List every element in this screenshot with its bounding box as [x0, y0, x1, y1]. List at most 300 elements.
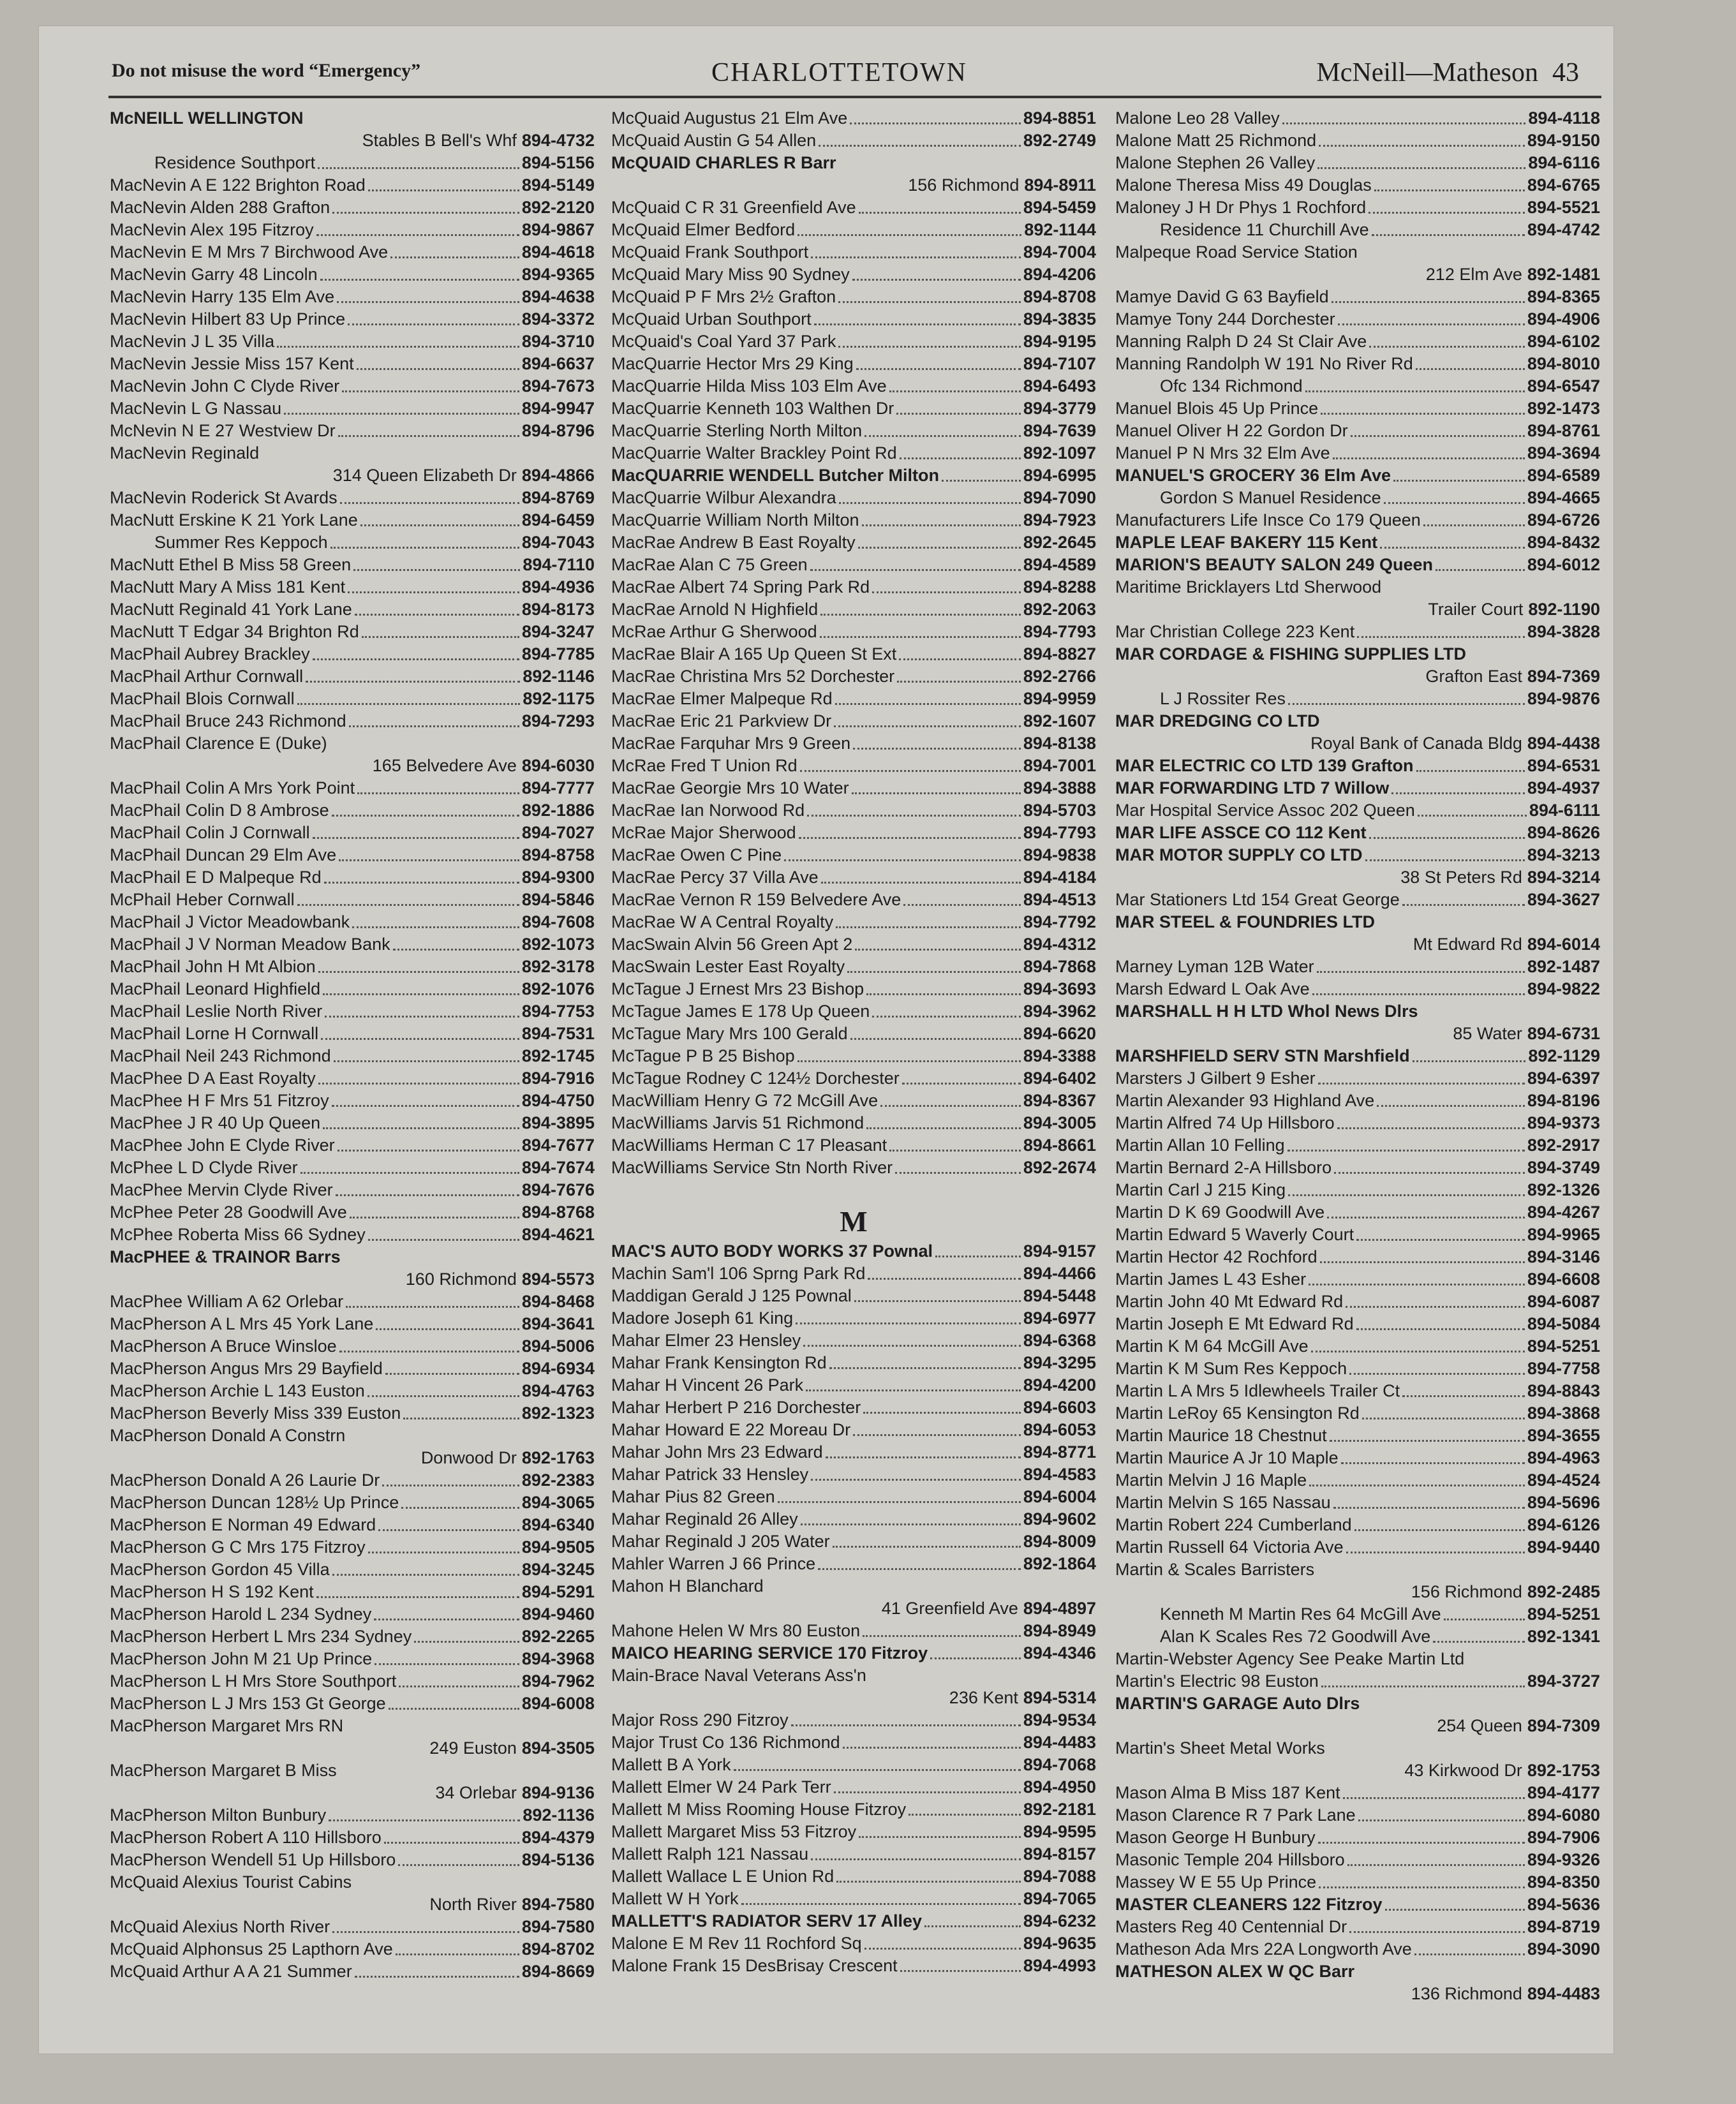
page-header — [73, 57, 1605, 96]
listing-name: MacPherson L H Mrs Store Southport — [110, 1671, 397, 1691]
listing-entry — [611, 1441, 1096, 1463]
listing-phone: 892-1097 — [1023, 443, 1096, 463]
listing-entry — [1115, 1000, 1600, 1023]
listing-name: MAR MOTOR SUPPLY CO LTD — [1115, 845, 1363, 864]
listing-phone: 894-7639 — [1023, 421, 1096, 440]
listing-name: Mar Stationers Ltd 154 Great George — [1115, 890, 1400, 909]
listing-name: Masonic Temple 204 Hillsboro — [1115, 1850, 1345, 1869]
listing-entry — [1115, 1201, 1600, 1224]
listing-entry — [611, 1664, 1096, 1687]
listing-entry — [611, 442, 1096, 464]
listing-entry — [110, 1492, 595, 1514]
leader-dots — [811, 1479, 1021, 1481]
listing-entry — [1115, 174, 1600, 196]
listing-entry — [611, 621, 1096, 643]
listing-name: Martin Edward 5 Waverly Court — [1115, 1225, 1354, 1244]
leader-dots — [378, 1529, 519, 1531]
leader-dots — [819, 145, 1021, 147]
listing-name: McQuaid Urban Southport — [611, 309, 812, 329]
listing-phone: 892-1487 — [1527, 957, 1600, 976]
listing-phone: 894-5291 — [521, 1582, 595, 1601]
listing-name: Mahon H Blanchard — [611, 1576, 764, 1596]
leader-dots — [880, 1105, 1021, 1107]
listing-entry — [1115, 1760, 1600, 1782]
listing-entry — [611, 509, 1096, 531]
listing-name: Maritime Bricklayers Ltd Sherwood — [1115, 577, 1382, 596]
leader-dots — [1327, 1217, 1525, 1219]
listing-name: MacPhee D A East Royalty — [110, 1069, 316, 1088]
listing-entry — [611, 420, 1096, 442]
listing-entry — [611, 1821, 1096, 1843]
header-city: CHARLOTTETOWN — [711, 58, 967, 87]
listing-name: MacPherson Duncan 128½ Up Prince — [110, 1493, 399, 1512]
listing-entry — [611, 1023, 1096, 1045]
listing-entry — [110, 1380, 595, 1402]
listing-name: MacWilliam Henry G 72 McGill Ave — [611, 1091, 879, 1110]
leader-dots — [346, 1306, 519, 1308]
listing-entry — [110, 308, 595, 330]
listing-phone: 894-3247 — [521, 622, 595, 641]
listing-name: MacQuarrie Hector Mrs 29 King — [611, 354, 854, 373]
listing-name: MAICO HEARING SERVICE 170 Fitzroy — [611, 1643, 928, 1663]
leader-dots — [1413, 1060, 1526, 1062]
listing-entry — [1115, 710, 1600, 732]
listing-phone: 894-4950 — [1023, 1777, 1096, 1797]
leader-dots — [1288, 703, 1525, 705]
leader-dots — [811, 256, 1021, 258]
header-rule — [108, 96, 1601, 98]
listing-entry — [611, 889, 1096, 911]
listing-entry — [1115, 978, 1600, 1000]
listing-phone: 894-8432 — [1527, 533, 1600, 552]
listing-phone: 894-6030 — [521, 756, 595, 775]
leader-dots — [1343, 1797, 1525, 1799]
listing-name: 34 Orlebar — [435, 1783, 517, 1802]
listing-name: L J Rossiter Res — [1160, 689, 1286, 708]
listing-name: MAR CORDAGE & FISHING SUPPLIES LTD — [1115, 644, 1467, 663]
leader-dots — [930, 1657, 1021, 1659]
listing-phone: 894-7906 — [1527, 1828, 1600, 1847]
leader-dots — [1356, 1239, 1525, 1241]
leader-dots — [1334, 1172, 1525, 1174]
listing-phone: 892-1144 — [1024, 220, 1096, 239]
listing-entry — [110, 1246, 595, 1268]
listing-name: Martin Carl J 215 King — [1115, 1180, 1286, 1199]
listing-entry — [1115, 933, 1600, 956]
listing-name: Mahone Helen W Mrs 80 Euston — [611, 1621, 861, 1640]
listing-name: Manufacturers Life Insce Co 179 Queen — [1115, 510, 1421, 530]
listing-name: Donwood Dr — [420, 1448, 517, 1467]
listing-entry — [611, 1709, 1096, 1731]
leader-dots — [734, 1769, 1021, 1771]
listing-name: Mahar Patrick 33 Hensley — [611, 1465, 809, 1484]
listing-name: McTague James E 178 Up Queen — [611, 1002, 870, 1021]
listing-entry — [1115, 1983, 1600, 2005]
listing-name: McQuaid P F Mrs 2½ Grafton — [611, 287, 836, 306]
listing-phone: 894-4200 — [1023, 1375, 1096, 1395]
listing-entry — [1115, 1112, 1600, 1134]
listing-name: Mahar Reginald 26 Alley — [611, 1509, 798, 1529]
leader-dots — [348, 323, 519, 325]
leader-dots — [355, 1976, 519, 1978]
listing-phone: 894-3868 — [1527, 1404, 1600, 1423]
listing-name: Martin & Scales Barristers — [1115, 1560, 1315, 1579]
listing-name: MacPherson Donald A Constrn — [110, 1426, 346, 1445]
leader-dots — [850, 1038, 1021, 1040]
listing-entry — [110, 1000, 595, 1023]
listing-name: Mamye David G 63 Bayfield — [1115, 287, 1329, 306]
listing-phone: 894-9595 — [1023, 1822, 1096, 1841]
listing-name: MacPhail Blois Cornwall — [110, 689, 295, 708]
listing-entry — [611, 1508, 1096, 1530]
listing-name: MacPhail Leslie North River — [110, 1002, 323, 1021]
listing-name: MacSwain Alvin 56 Green Apt 2 — [611, 935, 853, 954]
leader-dots — [284, 413, 519, 415]
listing-name: Martin's Electric 98 Euston — [1115, 1671, 1319, 1691]
listing-entry — [611, 710, 1096, 732]
column-2 — [611, 107, 1096, 1977]
listing-name: MacNevin John C Clyde River — [110, 376, 340, 396]
listing-name: Mahler Warren J 66 Prince — [611, 1554, 816, 1573]
listing-name: McQuaid's Coal Yard 37 Park — [611, 332, 836, 351]
listing-phone: 894-8367 — [1023, 1091, 1096, 1110]
leader-dots — [1321, 413, 1525, 415]
listing-name: McQuaid Alexius Tourist Cabins — [110, 1872, 352, 1892]
listing-name: Mallett B A York — [611, 1755, 731, 1774]
listing-name: MacNevin Hilbert 83 Up Prince — [110, 309, 346, 329]
leader-dots — [895, 1172, 1021, 1174]
leader-dots — [1414, 1953, 1525, 1955]
listing-phone: 894-5084 — [1527, 1314, 1600, 1333]
listing-phone: 894-9602 — [1023, 1509, 1096, 1529]
listing-phone: 894-3727 — [1527, 1671, 1600, 1691]
listing-phone: 892-2674 — [1023, 1158, 1096, 1177]
listing-name: MacRae Alan C 75 Green — [611, 555, 808, 574]
listing-phone: 894-8138 — [1023, 734, 1096, 753]
leader-dots — [403, 1418, 519, 1419]
listing-name: 156 Richmond — [908, 175, 1020, 195]
listing-phone: 894-5521 — [1527, 198, 1600, 217]
leader-dots — [872, 591, 1021, 593]
listing-phone: 894-7088 — [1023, 1867, 1096, 1886]
listing-entry — [110, 933, 595, 956]
listing-entry — [611, 933, 1096, 956]
listing-name: Manuel P N Mrs 32 Elm Ave — [1115, 443, 1330, 463]
listing-phone: 894-4993 — [1023, 1956, 1096, 1975]
listing-entry — [611, 688, 1096, 710]
leader-dots — [1349, 1931, 1525, 1933]
listing-entry — [110, 1268, 595, 1291]
listing-name: McQuaid Alexius North River — [110, 1917, 330, 1936]
listing-phone: 894-4937 — [1527, 778, 1600, 797]
listing-entry — [611, 1000, 1096, 1023]
listing-entry — [611, 174, 1096, 196]
listing-phone: 894-9157 — [1023, 1241, 1096, 1261]
listing-name: MASTER CLEANERS 122 Fitzroy — [1115, 1895, 1383, 1914]
column-3 — [1115, 107, 1600, 2005]
listing-phone: 894-8626 — [1527, 823, 1600, 842]
leader-dots — [864, 1948, 1021, 1950]
listing-entry — [110, 509, 595, 531]
listing-phone: 892-1129 — [1528, 1046, 1600, 1065]
listing-phone: 894-8196 — [1527, 1091, 1600, 1110]
listing-name: MacPhail Clarence E (Duke) — [110, 734, 327, 753]
listing-phone: 894-4618 — [521, 242, 595, 262]
listing-entry — [110, 1514, 595, 1536]
leader-dots — [741, 1903, 1021, 1905]
listing-phone: 894-3895 — [521, 1113, 595, 1132]
listing-entry — [611, 1330, 1096, 1352]
listing-entry — [611, 866, 1096, 889]
listing-name: MacPhail Leonard Highfield — [110, 979, 321, 998]
listing-entry — [110, 621, 595, 643]
listing-name: MARSHFIELD SERV STN Marshfield — [1115, 1046, 1410, 1065]
listing-phone: 894-4379 — [521, 1828, 595, 1847]
listing-name: MacRae Arnold N Highfield — [611, 600, 819, 619]
listing-name: Malone E M Rev 11 Rochford Sq — [611, 1934, 862, 1953]
leader-dots — [801, 1523, 1021, 1525]
leader-dots — [385, 1373, 519, 1375]
listing-name: MacWilliams Service Stn North River — [611, 1158, 893, 1177]
listing-name: MacRae Owen C Pine — [611, 845, 782, 864]
listing-entry — [1115, 308, 1600, 330]
listing-entry — [1115, 1826, 1600, 1849]
listing-entry — [611, 487, 1096, 509]
leader-dots — [859, 1836, 1021, 1838]
listing-phone: 894-8702 — [521, 1939, 595, 1959]
listing-phone: 894-3888 — [1023, 778, 1096, 797]
listing-entry — [611, 1620, 1096, 1642]
listing-entry — [110, 1469, 595, 1492]
listing-phone: 894-7753 — [521, 1002, 595, 1021]
listing-name: MacRae Eric 21 Parkview Dr — [611, 711, 832, 730]
listing-entry — [110, 1134, 595, 1157]
listing-entry — [611, 554, 1096, 576]
listing-name: Massey W E 55 Up Prince — [1115, 1872, 1317, 1892]
listing-phone: 894-4866 — [521, 466, 595, 485]
listing-phone: 894-8796 — [521, 421, 595, 440]
leader-dots — [376, 1328, 519, 1330]
listing-phone: 892-2063 — [1023, 600, 1096, 619]
listing-entry — [611, 330, 1096, 353]
listing-entry — [110, 554, 595, 576]
listing-entry — [1115, 1045, 1600, 1067]
leader-dots — [1346, 1552, 1525, 1553]
listing-phone: 894-4118 — [1528, 108, 1600, 128]
listing-name: MacPhail Arthur Cornwall — [110, 667, 304, 686]
listing-name: Manning Randolph W 191 No River Rd — [1115, 354, 1413, 373]
listing-phone: 894-3213 — [1527, 845, 1600, 864]
listing-name: MacRae W A Central Royalty — [611, 912, 834, 931]
listing-phone: 894-6397 — [1527, 1069, 1600, 1088]
listing-phone: 894-4732 — [521, 131, 595, 150]
listing-entry — [1115, 844, 1600, 866]
listing-phone: 894-3005 — [1023, 1113, 1096, 1132]
listing-name: MacPhail Colin J Cornwall — [110, 823, 310, 842]
leader-dots — [796, 1322, 1021, 1324]
leader-dots — [784, 859, 1021, 861]
listing-phone: 894-7674 — [521, 1158, 595, 1177]
listing-phone: 894-6004 — [1023, 1487, 1096, 1506]
listing-phone: 894-9822 — [1527, 979, 1600, 998]
listing-phone: 894-4750 — [521, 1091, 595, 1110]
leader-dots — [1444, 1619, 1525, 1620]
leader-dots — [1391, 792, 1525, 794]
listing-name: 254 Queen — [1437, 1716, 1522, 1735]
listing-name: MacNutt Mary A Miss 181 Kent — [110, 577, 346, 596]
leader-dots — [798, 1060, 1021, 1062]
listing-name: Major Ross 290 Fitzroy — [611, 1710, 789, 1730]
listing-entry — [110, 866, 595, 889]
listing-phone: 894-5696 — [1527, 1493, 1600, 1512]
leader-dots — [798, 234, 1021, 236]
listing-phone: 894-6012 — [1527, 555, 1600, 574]
listing-entry — [110, 1893, 595, 1916]
leader-dots — [375, 1663, 519, 1665]
listing-entry — [1115, 1536, 1600, 1559]
listing-entry — [110, 1224, 595, 1246]
listing-name: Mahar H Vincent 26 Park — [611, 1375, 804, 1395]
listing-phone: 894-3065 — [521, 1493, 595, 1512]
listing-entry — [611, 397, 1096, 420]
listing-name: 314 Queen Elizabeth Dr — [332, 466, 517, 485]
listing-entry — [611, 1910, 1096, 1932]
listing-phone: 892-1763 — [521, 1448, 595, 1467]
listing-phone: 892-1323 — [521, 1404, 595, 1423]
leader-dots — [401, 1507, 519, 1509]
leader-dots — [834, 1791, 1021, 1793]
listing-name: MAR FORWARDING LTD 7 Willow — [1115, 778, 1390, 797]
listing-phone: 894-4742 — [1527, 220, 1600, 239]
listing-entry — [110, 1179, 595, 1201]
listing-name: MacRae Christina Mrs 52 Dorchester — [611, 667, 895, 686]
listing-entry — [1115, 1693, 1600, 1715]
listing-entry — [611, 1932, 1096, 1955]
leader-dots — [362, 636, 519, 638]
listing-name: MacPHEE & TRAINOR Barrs — [110, 1247, 341, 1266]
listing-entry — [1115, 755, 1600, 777]
listing-name: McQuaid Alphonsus 25 Lapthorn Ave — [110, 1939, 393, 1959]
listing-entry — [1115, 1559, 1600, 1581]
listing-name: MacPherson H S 192 Kent — [110, 1582, 314, 1601]
leader-dots — [778, 1501, 1021, 1503]
listing-entry — [1115, 152, 1600, 174]
leader-dots — [852, 792, 1021, 794]
listing-entry — [110, 330, 595, 353]
listing-phone: 894-6995 — [1023, 466, 1096, 485]
listing-name: Malone Leo 28 Valley — [1115, 108, 1280, 128]
leader-dots — [1402, 904, 1525, 906]
listing-phone: 894-8949 — [1023, 1621, 1096, 1640]
listing-name: MacPherson Harold L 234 Sydney — [110, 1604, 372, 1624]
leader-dots — [889, 390, 1021, 392]
leader-dots — [1358, 1819, 1525, 1821]
listing-name: MacQUARRIE WENDELL Butcher Milton — [611, 466, 940, 485]
listing-entry — [1115, 1090, 1600, 1112]
leader-dots — [1436, 569, 1525, 571]
listing-phone: 894-7758 — [1527, 1359, 1600, 1378]
listing-name: Mahar Frank Kensington Rd — [611, 1353, 827, 1372]
listing-entry — [1115, 576, 1600, 598]
leader-dots — [313, 658, 519, 660]
listing-entry — [1115, 442, 1600, 464]
listing-phone: 892-2383 — [521, 1471, 595, 1490]
listing-phone: 894-6008 — [521, 1694, 595, 1713]
listing-name: MacRae Ian Norwood Rd — [611, 801, 805, 820]
listing-entry — [611, 1642, 1096, 1664]
listing-phone: 894-8771 — [1023, 1442, 1096, 1462]
listing-phone: 894-8769 — [521, 488, 595, 507]
listing-entry — [611, 1530, 1096, 1553]
listing-entry — [611, 1157, 1096, 1179]
listing-name: McPhee Roberta Miss 66 Sydney — [110, 1225, 366, 1244]
listing-entry — [611, 464, 1096, 487]
listing-name: Mahar John Mrs 23 Edward — [611, 1442, 823, 1462]
listing-phone: 894-3835 — [1023, 309, 1096, 329]
listing-name: MacPherson John M 21 Up Prince — [110, 1649, 373, 1668]
listing-entry — [1115, 1626, 1600, 1648]
listing-name: MacPhail Lorne H Cornwall — [110, 1024, 319, 1043]
listing-entry — [110, 1447, 595, 1469]
listing-entry — [611, 665, 1096, 688]
leader-dots — [1338, 323, 1525, 325]
listing-name: MacNutt T Edgar 34 Brighton Rd — [110, 622, 359, 641]
listing-entry — [1115, 1737, 1600, 1760]
listing-name: MacPhail J V Norman Meadow Bank — [110, 935, 390, 954]
leader-dots — [318, 971, 519, 973]
listing-name: MacPherson Robert A 110 Hillsboro — [110, 1828, 382, 1847]
listing-entry — [611, 1090, 1096, 1112]
listing-name: MacNevin A E 122 Brighton Road — [110, 175, 366, 195]
listing-name: Mason Alma B Miss 187 Kent — [1115, 1783, 1340, 1802]
listing-entry — [110, 152, 595, 174]
listing-phone: 894-6102 — [1527, 332, 1600, 351]
listing-entry — [1115, 196, 1600, 219]
listing-phone: 894-7068 — [1023, 1755, 1096, 1774]
listing-phone: 894-6726 — [1527, 510, 1600, 530]
listing-entry — [1115, 1023, 1600, 1045]
listing-entry — [1115, 777, 1600, 799]
listing-phone: 894-3641 — [521, 1314, 595, 1333]
leader-dots — [350, 1217, 519, 1219]
listing-phone: 892-2181 — [1023, 1800, 1096, 1819]
listing-entry — [1115, 1179, 1600, 1201]
listing-phone: 894-9876 — [1527, 689, 1600, 708]
listing-phone: 894-7868 — [1023, 957, 1096, 976]
listing-phone: 894-8010 — [1527, 354, 1600, 373]
listing-entry — [110, 1938, 595, 1960]
leader-dots — [382, 1485, 519, 1486]
listing-phone: 894-9373 — [1527, 1113, 1600, 1132]
listing-phone: 894-6014 — [1527, 935, 1600, 954]
listing-name: 136 Richmond — [1411, 1984, 1522, 2003]
listing-phone: 894-9947 — [521, 399, 595, 418]
listing-name: MacRae Vernon R 159 Belvedere Ave — [611, 890, 901, 909]
listing-phone: 894-7004 — [1023, 242, 1096, 262]
leader-dots — [1416, 770, 1525, 772]
listing-entry — [611, 822, 1096, 844]
listing-entry — [1115, 1849, 1600, 1871]
listing-phone: 894-7916 — [521, 1069, 595, 1088]
leader-dots — [1288, 1194, 1525, 1196]
listing-phone: 894-9965 — [1527, 1225, 1600, 1244]
listing-name: Martin Robert 224 Cumberland — [1115, 1515, 1352, 1534]
leader-dots — [318, 167, 519, 169]
listing-phone: 894-3146 — [1527, 1247, 1600, 1266]
listing-phone: 892-1073 — [521, 935, 595, 954]
listing-phone: 894-3505 — [521, 1738, 595, 1758]
listing-name: MacNutt Reginald 41 York Lane — [110, 600, 352, 619]
